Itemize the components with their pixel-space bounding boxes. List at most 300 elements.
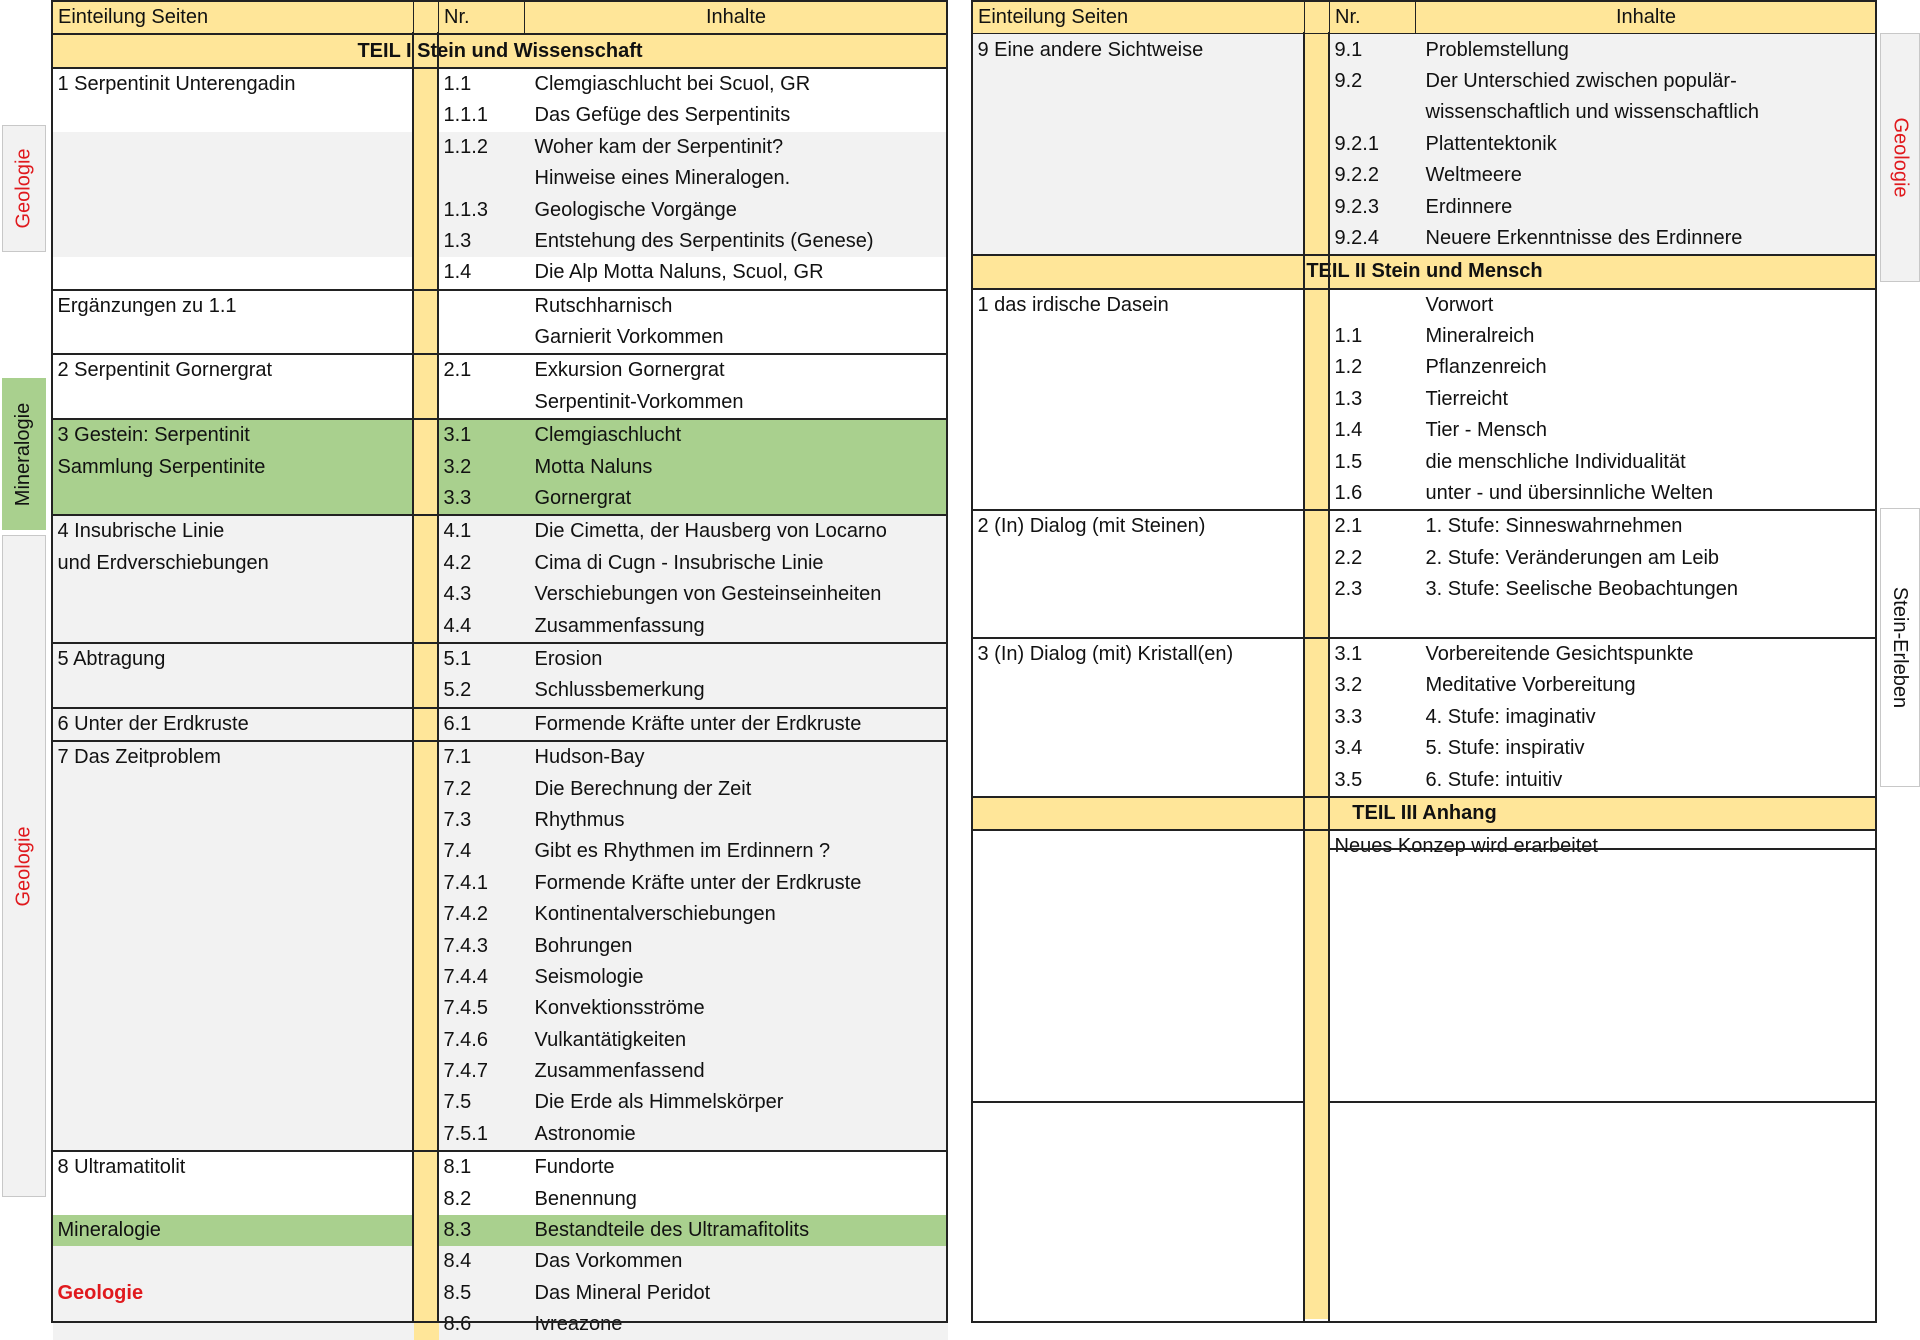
separator-cell	[414, 548, 439, 579]
content-cell: Das Gefüge des Serpentinits	[525, 100, 948, 131]
number-cell: 4.4	[439, 610, 525, 642]
separator-cell	[414, 708, 439, 741]
section-cell	[973, 415, 1305, 446]
section-cell	[53, 1056, 414, 1087]
side-label-text: Mineralogie	[12, 402, 35, 506]
table-row	[53, 675, 948, 707]
separator-cell	[414, 675, 439, 707]
number-cell	[439, 163, 525, 194]
content-cell: Rutschharnisch	[525, 290, 948, 322]
content-cell: Formende Kräfte unter der Erdkruste	[525, 868, 948, 899]
separator-cell	[414, 1056, 439, 1087]
separator-cell	[1305, 160, 1330, 191]
section-cell	[973, 670, 1305, 701]
content-cell: Tier - Mensch	[1416, 415, 1877, 446]
section-cell	[973, 191, 1305, 222]
content-cell: 4. Stufe: imaginativ	[1416, 702, 1877, 733]
section-cell	[53, 899, 414, 930]
number-cell: 3.3	[1330, 702, 1416, 733]
side-label-text: Geologie	[12, 825, 35, 907]
table-row	[53, 548, 948, 579]
content-cell: Hinweise eines Mineralogen.	[525, 163, 948, 194]
table-row	[53, 643, 948, 675]
separator-cell	[414, 1246, 439, 1277]
number-cell: 1.1.1	[439, 100, 525, 131]
section-cell	[53, 1183, 414, 1214]
content-cell: Geologische Vorgänge	[525, 194, 948, 225]
table-row	[53, 1183, 948, 1214]
separator-cell	[1305, 352, 1330, 383]
number-cell: 8.2	[439, 1183, 525, 1214]
number-cell: 1.6	[1330, 478, 1416, 510]
number-cell: 9.2.3	[1330, 191, 1416, 222]
separator-cell	[1305, 34, 1330, 66]
content-cell: Das Mineral Peridot	[525, 1278, 948, 1309]
table-row	[53, 708, 948, 741]
section-cell: Geologie	[53, 1278, 414, 1309]
content-cell: Vorbereitende Gesichtspunkte	[1416, 638, 1877, 670]
side-label-text: Geologie	[12, 148, 35, 229]
header-inhalte: Inhalte	[1416, 2, 1877, 34]
section-cell	[973, 702, 1305, 733]
table-row	[53, 194, 948, 225]
table-row	[53, 387, 948, 419]
section-cell	[53, 322, 414, 354]
separator-cell	[414, 805, 439, 836]
number-cell	[439, 387, 525, 419]
section-cell	[973, 129, 1305, 160]
header-separator-cell	[414, 2, 439, 35]
separator-cell	[414, 1215, 439, 1246]
separator-cell	[414, 354, 439, 386]
separator-cell	[414, 741, 439, 773]
content-cell: 3. Stufe: Seelische Beobachtungen	[1416, 574, 1877, 605]
separator-cell	[1305, 384, 1330, 415]
content-cell: Gibt es Rhythmen im Erdinnern ?	[525, 836, 948, 867]
section-cell: 2 Serpentinit Gornergrat	[53, 354, 414, 386]
section-cell	[53, 163, 414, 194]
separator-cell	[414, 993, 439, 1024]
table-row	[53, 226, 948, 257]
number-cell: 7.4.1	[439, 868, 525, 899]
table-row	[973, 352, 1877, 383]
content-cell: Das Vorkommen	[525, 1246, 948, 1277]
number-cell	[1330, 289, 1416, 321]
section-cell	[53, 194, 414, 225]
teil-row	[973, 797, 1877, 830]
separator-cell	[414, 962, 439, 993]
content-cell: Cima di Cugn - Insubrische Linie	[525, 548, 948, 579]
number-cell: 2.1	[439, 354, 525, 386]
content-cell: 1. Stufe: Sinneswahrnehmen	[1416, 510, 1877, 542]
section-cell	[53, 675, 414, 707]
number-cell: 3.2	[439, 451, 525, 482]
number-cell	[1330, 605, 1416, 637]
number-cell: 1.3	[439, 226, 525, 257]
table-row	[973, 733, 1877, 764]
table-row	[973, 478, 1877, 510]
content-cell: Konvektionsströme	[525, 993, 948, 1024]
content-cell: Plattentektonik	[1416, 129, 1877, 160]
table-row	[53, 419, 948, 451]
separator-cell	[1305, 702, 1330, 733]
section-cell: 8 Ultramatitolit	[53, 1151, 414, 1183]
side-label-geologie-right	[1880, 33, 1920, 282]
table-row	[973, 702, 1877, 733]
table-row	[973, 34, 1877, 66]
header-nr: Nr.	[1330, 2, 1416, 34]
number-cell: 1.5	[1330, 446, 1416, 477]
section-cell	[53, 993, 414, 1024]
table-row	[53, 1246, 948, 1277]
table-row	[53, 1309, 948, 1340]
section-cell	[53, 387, 414, 419]
section-cell	[973, 543, 1305, 574]
content-cell: Fundorte	[525, 1151, 948, 1183]
section-cell: 9 Eine andere Sichtweise	[973, 34, 1305, 66]
separator-cell	[414, 132, 439, 163]
teil-row	[973, 255, 1877, 288]
table-row	[973, 605, 1877, 637]
separator-cell	[414, 836, 439, 867]
side-label-mineralogie	[2, 378, 46, 530]
content-cell: Der Unterschied zwischen populär-	[1416, 66, 1877, 97]
number-cell: 8.5	[439, 1278, 525, 1309]
number-cell	[1330, 97, 1416, 128]
separator-cell	[1305, 129, 1330, 160]
number-cell: 7.4.4	[439, 962, 525, 993]
section-cell	[973, 764, 1305, 796]
section-cell	[53, 836, 414, 867]
content-cell: Garnierit Vorkommen	[525, 322, 948, 354]
content-cell: Rhythmus	[525, 805, 948, 836]
section-cell: 3 (In) Dialog (mit) Kristall(en)	[973, 638, 1305, 670]
separator-cell	[414, 579, 439, 610]
number-cell: 5.1	[439, 643, 525, 675]
separator-cell	[414, 1183, 439, 1214]
table-row	[53, 100, 948, 131]
table-row	[973, 321, 1877, 352]
number-cell: 7.2	[439, 773, 525, 804]
table-row	[53, 899, 948, 930]
content-cell	[1416, 605, 1877, 637]
section-cell: Mineralogie	[53, 1215, 414, 1246]
content-cell: 2. Stufe: Veränderungen am Leib	[1416, 543, 1877, 574]
number-cell: 8.1	[439, 1151, 525, 1183]
separator-cell	[414, 226, 439, 257]
content-cell: Formende Kräfte unter der Erdkruste	[525, 708, 948, 741]
right-annex-line	[1330, 1101, 1875, 1103]
number-cell: 1.3	[1330, 384, 1416, 415]
table-row	[53, 1151, 948, 1183]
section-cell	[973, 574, 1305, 605]
table-row	[53, 163, 948, 194]
section-cell	[53, 1025, 414, 1056]
section-cell: 2 (In) Dialog (mit Steinen)	[973, 510, 1305, 542]
section-cell	[973, 66, 1305, 97]
section-cell	[973, 733, 1305, 764]
section-cell: 5 Abtragung	[53, 643, 414, 675]
section-cell: 1 Serpentinit Unterengadin	[53, 68, 414, 100]
teil-2-title: TEIL II Stein und Mensch	[973, 255, 1877, 288]
side-label-geologie-bottom	[2, 535, 46, 1197]
number-cell: 9.2.2	[1330, 160, 1416, 191]
table-row	[53, 930, 948, 961]
table-row	[53, 483, 948, 515]
content-cell: Woher kam der Serpentinit?	[525, 132, 948, 163]
section-cell	[53, 962, 414, 993]
section-cell	[53, 1119, 414, 1151]
section-cell	[53, 257, 414, 289]
number-cell: 8.6	[439, 1309, 525, 1340]
header-einteilung: Einteilung Seiten	[973, 2, 1305, 34]
number-cell: 3.3	[439, 483, 525, 515]
header-nr: Nr.	[439, 2, 525, 35]
section-cell	[53, 100, 414, 131]
left-col-divider	[437, 32, 439, 1321]
table-row	[53, 68, 948, 100]
section-cell	[973, 830, 1305, 862]
number-cell: 7.4.7	[439, 1056, 525, 1087]
section-cell	[53, 1309, 414, 1340]
content-cell: Die Berechnung der Zeit	[525, 773, 948, 804]
table-row	[53, 290, 948, 322]
table-row	[973, 670, 1877, 701]
separator-cell	[414, 483, 439, 515]
right-toc-table	[972, 1, 1877, 863]
header-separator-cell	[1305, 2, 1330, 34]
section-cell	[53, 483, 414, 515]
left-col-divider	[412, 32, 414, 1321]
table-row	[973, 446, 1877, 477]
separator-cell	[414, 610, 439, 642]
section-cell	[53, 132, 414, 163]
content-cell: Die Alp Motta Naluns, Scuol, GR	[525, 257, 948, 289]
section-cell	[973, 352, 1305, 383]
separator-cell	[414, 1087, 439, 1118]
content-cell: 5. Stufe: inspirativ	[1416, 733, 1877, 764]
table-row	[53, 962, 948, 993]
number-cell: 7.3	[439, 805, 525, 836]
number-cell: 9.1	[1330, 34, 1416, 66]
number-cell: 7.4	[439, 836, 525, 867]
section-cell	[973, 384, 1305, 415]
teil-3-title: TEIL III Anhang	[973, 797, 1877, 830]
number-cell: 1.1	[439, 68, 525, 100]
separator-cell	[414, 451, 439, 482]
section-cell: 7 Das Zeitproblem	[53, 741, 414, 773]
content-cell: Pflanzenreich	[1416, 352, 1877, 383]
content-cell: Entstehung des Serpentinits (Genese)	[525, 226, 948, 257]
number-cell: 3.1	[439, 419, 525, 451]
table-row	[973, 415, 1877, 446]
section-cell	[53, 610, 414, 642]
number-cell: 9.2.4	[1330, 223, 1416, 255]
separator-cell	[1305, 764, 1330, 796]
section-cell	[53, 930, 414, 961]
table-row	[973, 543, 1877, 574]
section-cell	[973, 605, 1305, 637]
separator-cell	[1305, 543, 1330, 574]
section-cell	[53, 868, 414, 899]
section-cell	[53, 1087, 414, 1118]
number-cell: 7.4.2	[439, 899, 525, 930]
separator-cell	[1305, 510, 1330, 542]
content-cell: Vulkantätigkeiten	[525, 1025, 948, 1056]
separator-cell	[414, 322, 439, 354]
separator-cell	[414, 1025, 439, 1056]
table-row	[53, 836, 948, 867]
content-cell: Clemgiaschlucht	[525, 419, 948, 451]
content-cell: Die Cimetta, der Hausberg von Locarno	[525, 515, 948, 547]
content-cell: Vorwort	[1416, 289, 1877, 321]
table-row	[53, 515, 948, 547]
section-cell	[53, 226, 414, 257]
table-row	[973, 510, 1877, 542]
separator-cell	[1305, 289, 1330, 321]
number-cell: 1.1.3	[439, 194, 525, 225]
content-cell: Hudson-Bay	[525, 741, 948, 773]
number-cell: 9.2	[1330, 66, 1416, 97]
separator-cell	[414, 868, 439, 899]
table-row	[973, 764, 1877, 796]
table-row	[53, 993, 948, 1024]
separator-cell	[1305, 605, 1330, 637]
table-row	[973, 191, 1877, 222]
separator-cell	[414, 194, 439, 225]
content-cell: Zusammenfassung	[525, 610, 948, 642]
right-separator-fill	[1305, 850, 1328, 1319]
number-cell: 2.3	[1330, 574, 1416, 605]
table-row	[53, 451, 948, 482]
right-col-divider	[1328, 32, 1330, 1321]
table-row	[53, 868, 948, 899]
number-cell: 4.1	[439, 515, 525, 547]
side-label-geologie-top	[2, 125, 46, 252]
content-cell: Astronomie	[525, 1119, 948, 1151]
content-cell: Bestandteile des Ultramafitolits	[525, 1215, 948, 1246]
content-cell: Clemgiaschlucht bei Scuol, GR	[525, 68, 948, 100]
table-row	[53, 322, 948, 354]
number-cell	[439, 290, 525, 322]
number-cell: 2.1	[1330, 510, 1416, 542]
number-cell: 5.2	[439, 675, 525, 707]
separator-cell	[1305, 574, 1330, 605]
table-row	[53, 610, 948, 642]
number-cell: 7.5.1	[439, 1119, 525, 1151]
separator-cell	[414, 100, 439, 131]
content-cell: Zusammenfassend	[525, 1056, 948, 1087]
section-cell: und Erdverschiebungen	[53, 548, 414, 579]
table-row	[973, 830, 1877, 862]
number-cell: 9.2.1	[1330, 129, 1416, 160]
separator-cell	[1305, 478, 1330, 510]
separator-cell	[1305, 66, 1330, 97]
table-row	[973, 97, 1877, 128]
section-cell: Ergänzungen zu 1.1	[53, 290, 414, 322]
number-cell: 3.2	[1330, 670, 1416, 701]
number-cell: 1.1	[1330, 321, 1416, 352]
separator-cell	[414, 773, 439, 804]
section-cell	[973, 446, 1305, 477]
right-annex-line	[973, 1101, 1303, 1103]
number-cell: 7.1	[439, 741, 525, 773]
table-row	[53, 1056, 948, 1087]
table-header	[973, 2, 1877, 34]
content-cell: Bohrungen	[525, 930, 948, 961]
content-cell: Gornergrat	[525, 483, 948, 515]
separator-cell	[1305, 191, 1330, 222]
table-row	[973, 160, 1877, 191]
teil-1-title: TEIL I Stein und Wissenschaft	[53, 34, 948, 67]
number-cell: 3.1	[1330, 638, 1416, 670]
table-row	[53, 1087, 948, 1118]
table-row	[53, 1119, 948, 1151]
separator-cell	[414, 899, 439, 930]
content-cell: Benennung	[525, 1183, 948, 1214]
content-cell: Mineralreich	[1416, 321, 1877, 352]
content-cell: Schlussbemerkung	[525, 675, 948, 707]
content-cell: Meditative Vorbereitung	[1416, 670, 1877, 701]
number-cell: 2.2	[1330, 543, 1416, 574]
number-cell: 1.1.2	[439, 132, 525, 163]
table-row	[973, 638, 1877, 670]
separator-cell	[414, 1151, 439, 1183]
number-cell: 8.4	[439, 1246, 525, 1277]
separator-cell	[1305, 638, 1330, 670]
section-cell	[973, 223, 1305, 255]
right-annex-line	[1330, 848, 1875, 850]
section-cell	[53, 1246, 414, 1277]
section-cell: 6 Unter der Erdkruste	[53, 708, 414, 741]
section-cell	[973, 97, 1305, 128]
separator-cell	[414, 387, 439, 419]
content-cell: Exkursion Gornergrat	[525, 354, 948, 386]
number-cell: 3.5	[1330, 764, 1416, 796]
left-toc-table	[52, 1, 948, 1340]
content-cell: Tierreicht	[1416, 384, 1877, 415]
table-row	[53, 579, 948, 610]
table-row	[973, 384, 1877, 415]
section-cell	[53, 773, 414, 804]
separator-cell	[414, 257, 439, 289]
content-cell: Erosion	[525, 643, 948, 675]
table-row	[53, 805, 948, 836]
content-cell: wissenschaftlich und wissenschaftlich	[1416, 97, 1877, 128]
separator-cell	[414, 643, 439, 675]
content-cell: 6. Stufe: intuitiv	[1416, 764, 1877, 796]
separator-cell	[1305, 97, 1330, 128]
content-cell: Problemstellung	[1416, 34, 1877, 66]
number-cell: 3.4	[1330, 733, 1416, 764]
separator-cell	[1305, 415, 1330, 446]
number-cell	[439, 322, 525, 354]
separator-cell	[414, 1119, 439, 1151]
content-cell: Erdinnere	[1416, 191, 1877, 222]
number-cell: 4.2	[439, 548, 525, 579]
section-cell	[53, 805, 414, 836]
content-cell: Weltmeere	[1416, 160, 1877, 191]
table-row	[973, 223, 1877, 255]
separator-cell	[414, 419, 439, 451]
section-cell	[973, 160, 1305, 191]
table-row	[53, 1278, 948, 1309]
section-cell	[53, 579, 414, 610]
separator-cell	[1305, 446, 1330, 477]
number-cell: 7.4.3	[439, 930, 525, 961]
table-row	[53, 741, 948, 773]
separator-cell	[1305, 223, 1330, 255]
